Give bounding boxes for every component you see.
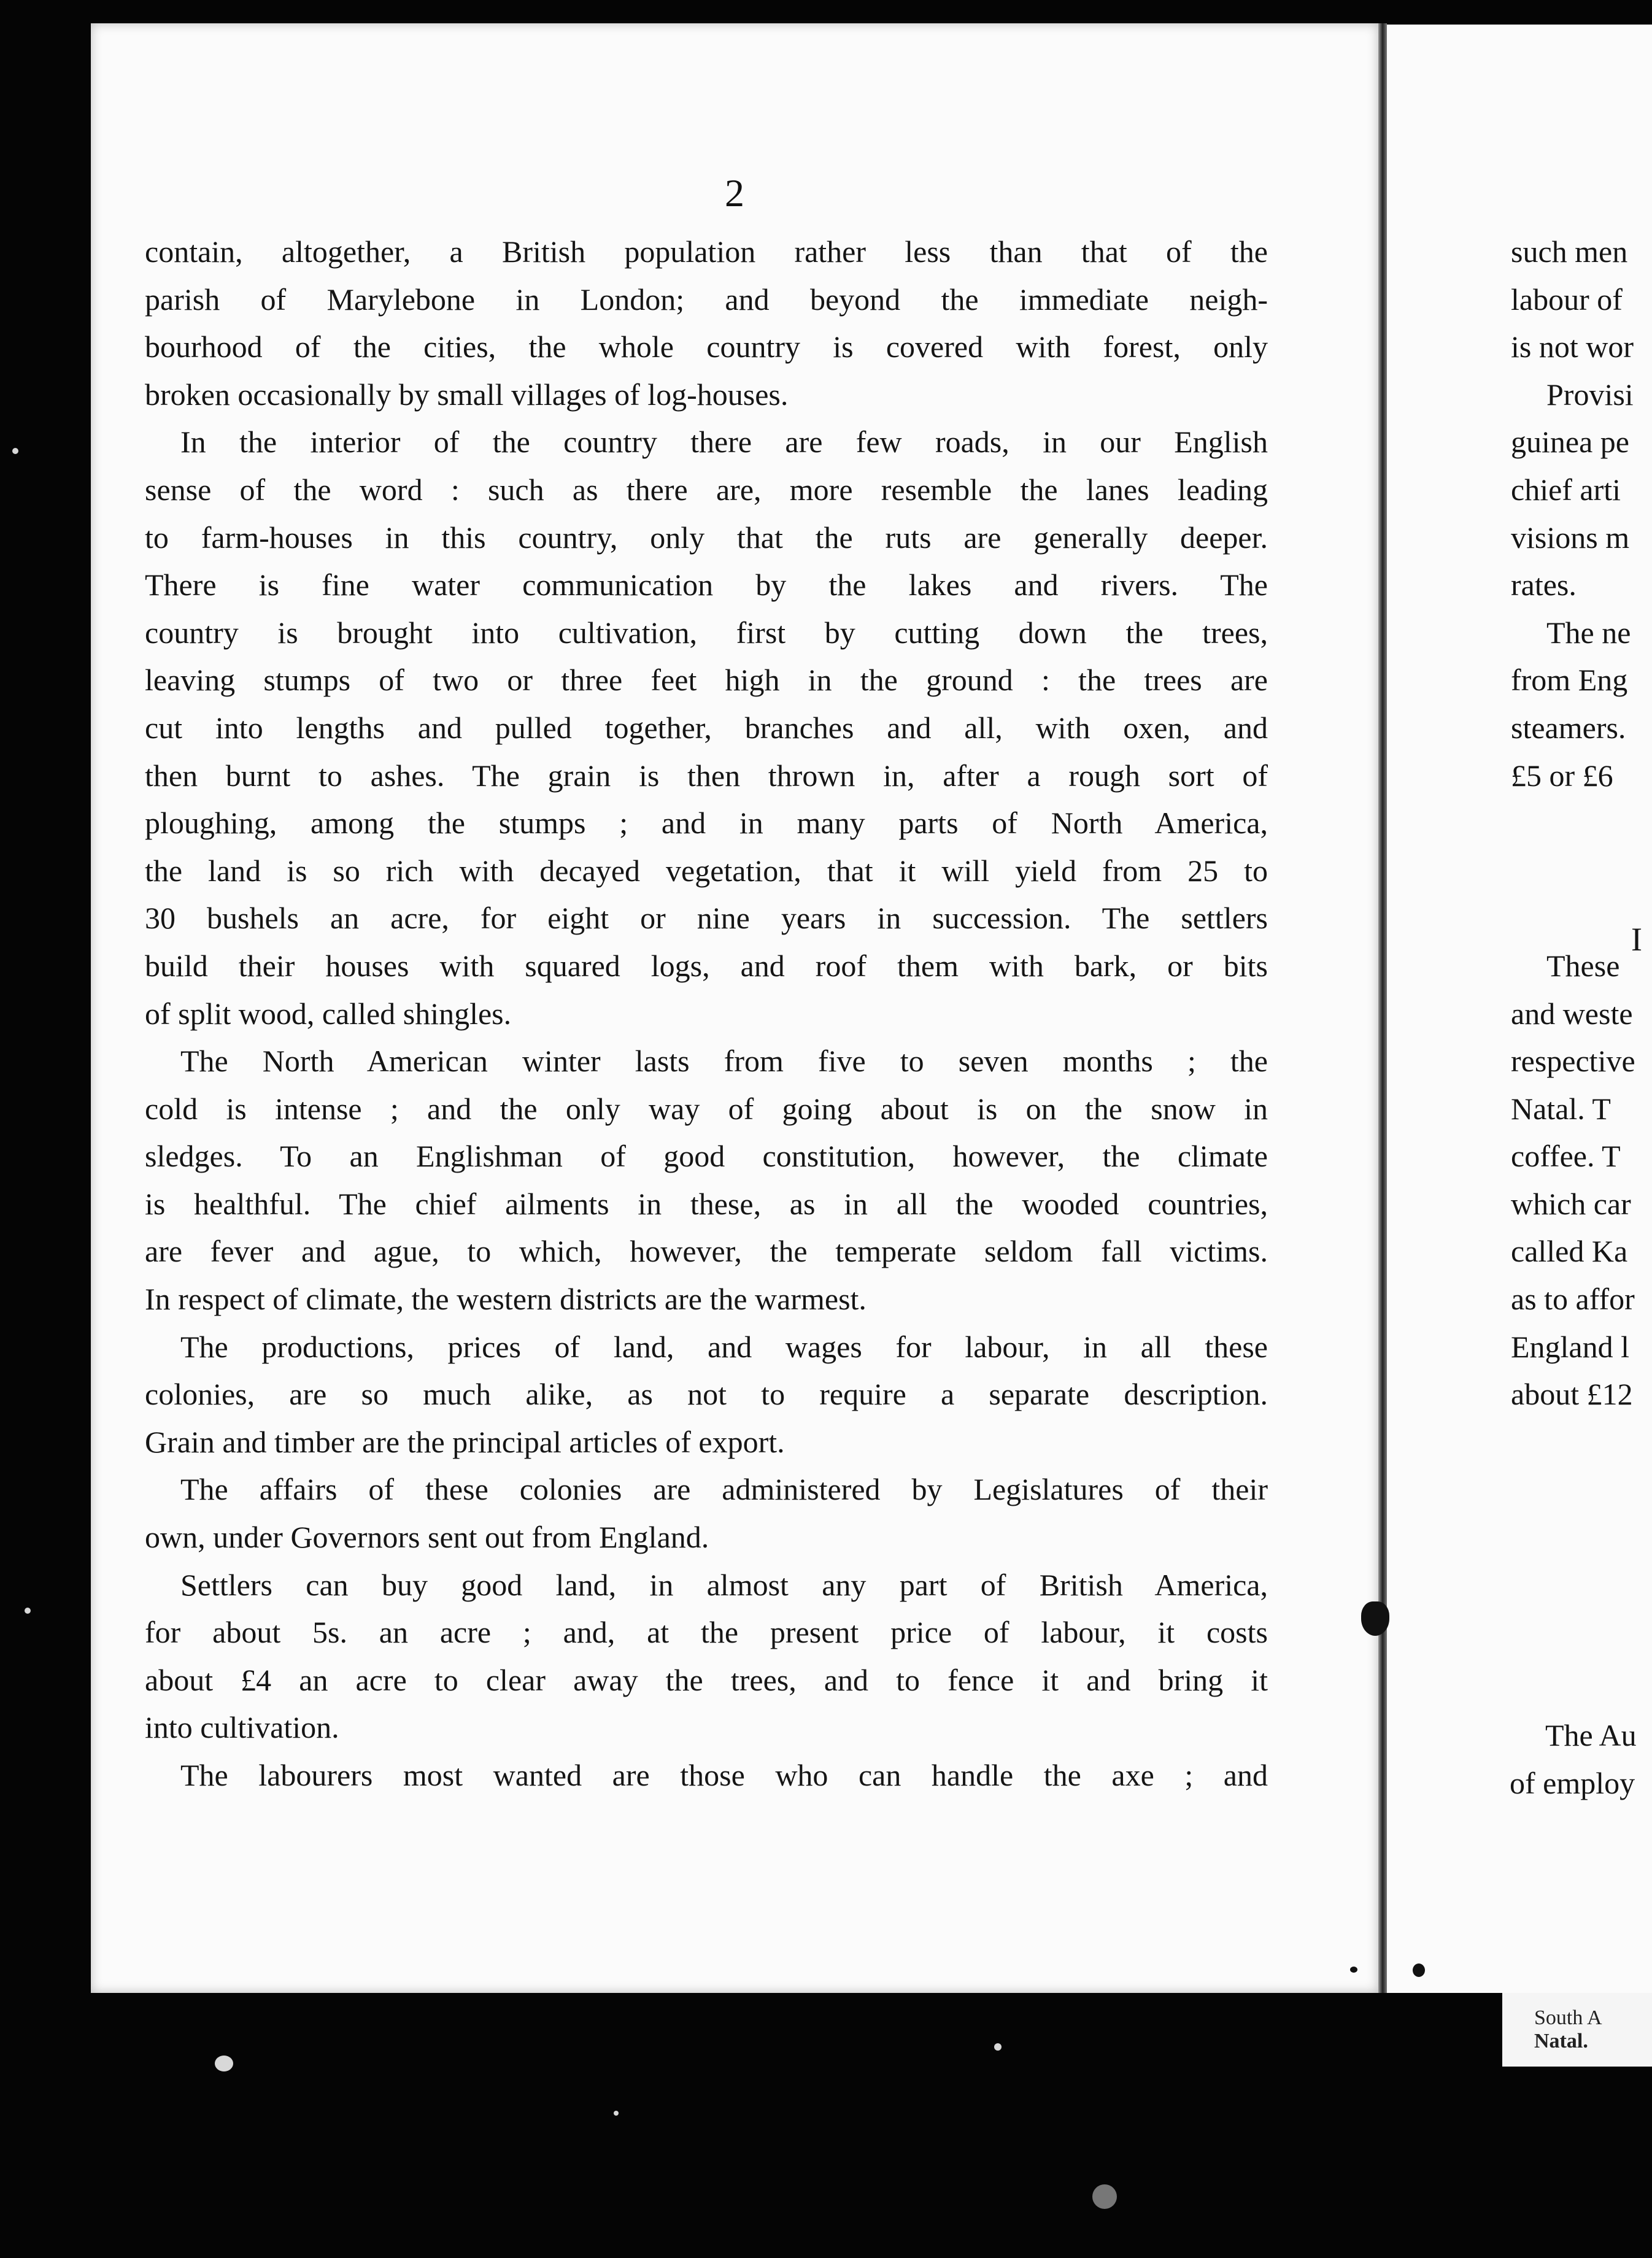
text-line: contain, altogether, a British population rather less than that of the bbox=[145, 234, 1268, 269]
text-line: to farm-houses in this country, only that the ruts are generally deeper. bbox=[145, 520, 1268, 555]
ink-blot bbox=[1361, 1601, 1389, 1636]
text-line: respective bbox=[1511, 1044, 1635, 1079]
text-line: cut into lengths and pulled together, branches and all, with oxen, and bbox=[145, 710, 1268, 745]
text-line: bourhood of the cities, the whole country is covered with forest, only bbox=[145, 329, 1268, 364]
text-line bbox=[1511, 847, 1652, 895]
text-line: country is brought into cultivation, first by cutting down the trees, bbox=[145, 615, 1268, 650]
text-line: as to affor bbox=[1511, 1282, 1635, 1317]
text-line: Provisi bbox=[1546, 377, 1634, 412]
footer-text bbox=[1534, 2006, 1602, 2053]
section-heading-fragment: I bbox=[1631, 921, 1642, 958]
text-line: sense of the word : such as there are, more resemble the lanes leading bbox=[145, 472, 1268, 507]
text-line: sledges. To an Englishman of good constitution, however, the climate bbox=[145, 1139, 1268, 1174]
book-gutter bbox=[1378, 23, 1387, 1993]
dust-speck bbox=[614, 2111, 619, 2116]
footer-line: South A bbox=[1534, 2006, 1602, 2029]
text-line: The productions, prices of land, and wages for labour, in all these bbox=[180, 1329, 1268, 1364]
text-line: the land is so rich with decayed vegetation, that it will yield from 25 to bbox=[145, 853, 1268, 888]
text-line: England l bbox=[1511, 1329, 1630, 1364]
text-line: These bbox=[1546, 948, 1620, 983]
text-line: The Au bbox=[1545, 1718, 1637, 1752]
text-line: is not wor bbox=[1511, 329, 1634, 364]
text-line: In the interior of the country there are few roads, in our English bbox=[180, 425, 1268, 460]
dust-speck bbox=[12, 448, 18, 454]
text-line: The labourers most wanted are those who can handle the axe ; and bbox=[180, 1758, 1268, 1792]
dust-speck bbox=[1092, 2184, 1117, 2209]
text-line: £5 or £6 bbox=[1511, 758, 1613, 793]
text-line: ploughing, among the stumps ; and in many parts of North America, bbox=[145, 806, 1268, 841]
dust-speck bbox=[215, 2056, 233, 2071]
text-line: are fever and ague, to which, however, the temperate seldom fall victims. bbox=[145, 1234, 1268, 1269]
text-line: Settlers can buy good land, in almost any part of British America, bbox=[180, 1567, 1268, 1602]
text-line: In respect of climate, the western districts are the warmest. bbox=[145, 1282, 867, 1317]
page-number: 2 bbox=[725, 171, 744, 215]
text-line: There is fine water communication by the lakes and rivers. The bbox=[145, 568, 1268, 603]
text-line: coffee. T bbox=[1511, 1139, 1621, 1174]
text-line: for about 5s. an acre ; and, at the present price of labour, it costs bbox=[145, 1615, 1268, 1650]
footer-line: Natal. bbox=[1534, 2030, 1588, 2052]
ink-blot bbox=[1350, 1967, 1357, 1973]
text-line: broken occasionally by small villages of log-houses. bbox=[145, 377, 789, 412]
text-line: about £12 bbox=[1511, 1377, 1633, 1412]
dust-speck bbox=[25, 1608, 31, 1614]
text-line: Grain and timber are the principal articles of export. bbox=[145, 1424, 785, 1459]
text-line: chief arti bbox=[1511, 472, 1621, 507]
dust-speck bbox=[994, 2043, 1002, 2051]
text-line: parish of Marylebone in London; and beyond the immediate neigh- bbox=[145, 282, 1268, 317]
text-line: The North American winter lasts from five to seven months ; the bbox=[180, 1044, 1268, 1079]
text-line: such men bbox=[1511, 234, 1628, 269]
text-line: cold is intense ; and the only way of going about is on the snow in bbox=[145, 1091, 1268, 1126]
text-line: then burnt to ashes. The grain is then thrown in, after a rough sort of bbox=[145, 758, 1268, 793]
text-line: and weste bbox=[1511, 996, 1633, 1031]
text-line: from Eng bbox=[1511, 663, 1628, 698]
text-line: of split wood, called shingles. bbox=[145, 996, 512, 1031]
left-page-text bbox=[145, 228, 1268, 1800]
text-line: colonies, are so much alike, as not to require a separate description. bbox=[145, 1377, 1268, 1412]
text-line: The affairs of these colonies are administered by Legislatures of their bbox=[180, 1472, 1268, 1507]
text-line: The ne bbox=[1546, 615, 1631, 650]
text-line: about £4 an acre to clear away the trees, and to fence it and bring it bbox=[145, 1662, 1268, 1697]
text-line: into cultivation. bbox=[145, 1710, 339, 1745]
text-line: rates. bbox=[1511, 568, 1577, 603]
text-line: is healthful. The chief ailments in these, as in all the wooded countries, bbox=[145, 1186, 1268, 1221]
text-line: build their houses with squared logs, and roof them with bark, or bits bbox=[145, 948, 1268, 983]
right-page-text bbox=[1511, 228, 1652, 1419]
text-line bbox=[1511, 800, 1652, 847]
text-line: visions m bbox=[1511, 520, 1630, 555]
text-line: own, under Governors sent out from England. bbox=[145, 1520, 709, 1555]
text-line: 30 bushels an acre, for eight or nine years in succession. The settlers bbox=[145, 901, 1268, 936]
text-line: steamers. bbox=[1511, 710, 1626, 745]
text-line: guinea pe bbox=[1511, 425, 1629, 460]
text-line: of employ bbox=[1510, 1765, 1635, 1800]
text-line: called Ka bbox=[1511, 1234, 1628, 1269]
text-line: labour of bbox=[1511, 282, 1623, 317]
text-line: leaving stumps of two or three feet high in the ground : the trees are bbox=[145, 663, 1268, 698]
ink-blot bbox=[1413, 1963, 1425, 1977]
text-line: which car bbox=[1511, 1186, 1631, 1221]
text-line: Natal. T bbox=[1511, 1091, 1611, 1126]
right-page-lower-text bbox=[1510, 1712, 1652, 1807]
